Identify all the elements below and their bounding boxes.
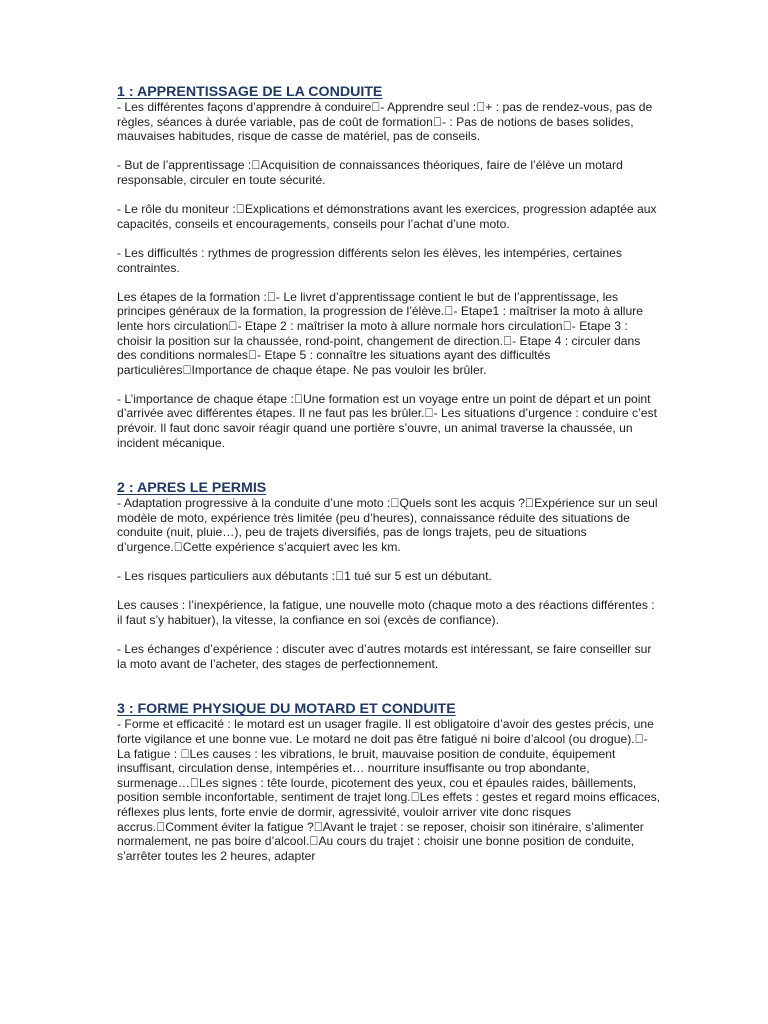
document-page <box>117 84 662 863</box>
section-apprentissage <box>117 84 662 450</box>
paragraph: - Le rôle du moniteur : Explications et démonstrations avant les exercices, progression adaptée aux capacités, conseils et encouragements, conseils pour l’achat d’une moto. <box>117 202 657 231</box>
paragraph: - But de l’apprentissage : Acquisition de connaissances théoriques, faire de l’élève un motard responsable, circuler en toute sécurité. <box>117 158 623 187</box>
paragraph: Les étapes de la formation : - Le livret d’apprentissage contient le but de l’apprentissage, les principes généraux de la formation, la progression de l’élève. - Etape1 : maîtriser la moto à allure lente hors circulation - Etape 2 : maîtriser la moto à allure normale hors circulation - Etape 3 : choisir la position sur la chaussée, rond-point, changement de direction. - Etape 4 : circuler dans des conditions normales - Etape 5 : connaître les situations ayant des difficultés particulières Importance de chaque étape. Ne pas vouloir les brûler. <box>117 289 644 377</box>
paragraph: Les causes : l’inexpérience, la fatigue, une nouvelle moto (chaque moto a des réactions différentes : il faut s’y habituer), la vitesse, la confiance en soi (excès de confiance). <box>117 598 655 627</box>
section-title: 3 : FORME PHYSIQUE DU MOTARD ET CONDUITE <box>117 701 456 718</box>
paragraph: - L’importance de chaque étape : Une formation est un voyage entre un point de départ et un point d’arrivée avec différentes étapes. Il ne faut pas les brûler. - Les situations d’urgence : conduire c’est prévoir. Il faut donc savoir réagir quand une portière s’ouvre, un animal traverse la chaussée, un incident mécanique. <box>117 391 657 450</box>
paragraph: - Les difficultés : rythmes de progression différents selon les élèves, les intempéries, certaines contraintes. <box>117 245 622 275</box>
paragraph: - Adaptation progressive à la conduite d’une moto : Quels sont les acquis ? Expérience sur un seul modèle de moto, expérience très limitée (peu d’heures), connaissance réduite des situations de conduite (nuit, pluie…), peu de trajets diversifiés, pas de longs trajets, peu de situations d’urgence. Cette expérience s’acquiert avec les km. <box>117 496 658 555</box>
paragraph: - Les risques particuliers aux débutants : 1 tué sur 5 est un débutant. <box>117 569 492 584</box>
section-title: 1 : APPRENTISSAGE DE LA CONDUITE <box>117 84 383 100</box>
section-apres-permis <box>117 480 662 671</box>
paragraph: - Les différentes façons d’apprendre à conduire - Apprendre seul : + : pas de rendez-vous, pas de règles, séances à durée variable, pas de coût de formation - : Pas de notions de bases solides, mauvaises habitudes, risque de casse de matériel, pas de conseils. <box>117 100 653 144</box>
paragraph: - Les échanges d’expérience : discuter avec d’autres motards est intéressant, se faire conseiller sur la moto avant de l’acheter, des stages de perfectionnement. <box>117 642 652 671</box>
section-forme-physique <box>117 701 662 863</box>
paragraph: - Forme et efficacité : le motard est un usager fragile. Il est obligatoire d’avoir des gestes précis, une forte vigilance et une bonne vue. Le motard ne doit pas être fatigué ni boire d’alcool (ou drogue). - La fatigue :  Les causes : les vibrations, le bruit, mauvaise position de conduite, équipement insuffisant, circulation dense, intempéries et… nourriture insuffisante ou trop abondante, surmenage… Les signes : tête lourde, picotement des yeux, cou et épaules raides, bâillements, position semble inconfortable, sentiment de trajet long. Les effets : gestes et regard moins efficaces, réflexes plus lents, forte envie de dormir, agressivité, vouloir arriver vite donc risques accrus. Comment éviter la fatigue ? Avant le trajet : se reposer, choisir son itinéraire, s’alimenter normalement, ne pas boire d’alcool. Au cours du trajet : choisir une bonne position de conduite, s’arrêter toutes les 2 heures, adapter <box>117 717 661 863</box>
section-title: 2 : APRES LE PERMIS <box>117 480 267 497</box>
